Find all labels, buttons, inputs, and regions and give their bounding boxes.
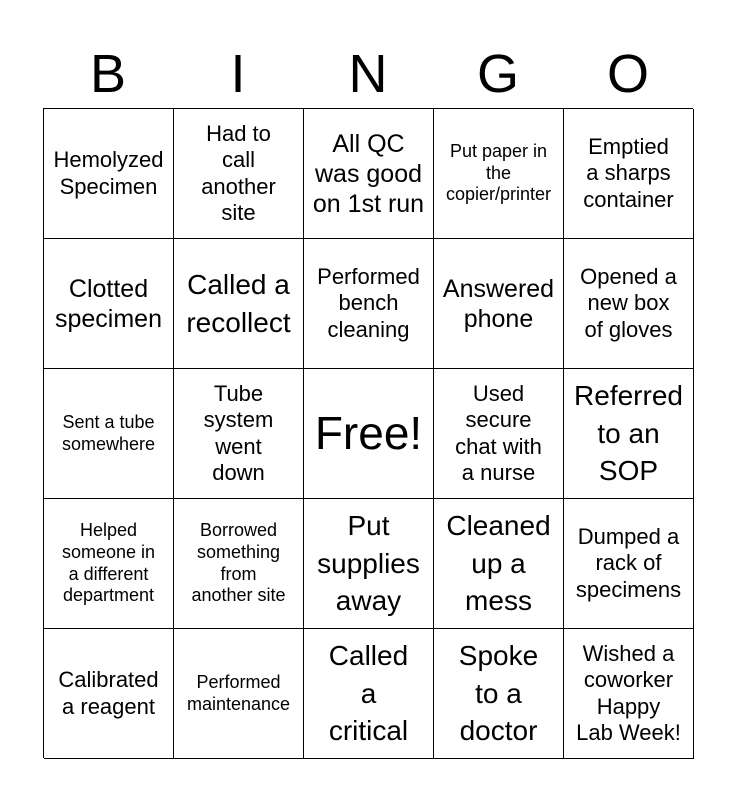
bingo-cell[interactable]: Emptied a sharps container — [564, 109, 694, 239]
bingo-cell[interactable]: Put paper in the copier/printer — [434, 109, 564, 239]
header-letter-g: G — [476, 44, 519, 104]
bingo-cell[interactable]: Had to call another site — [174, 109, 304, 239]
bingo-cell[interactable]: Opened a new box of gloves — [564, 239, 694, 369]
bingo-cell[interactable]: All QC was good on 1st run — [304, 109, 434, 239]
bingo-cell[interactable]: Dumped a rack of specimens — [564, 499, 694, 629]
bingo-cell[interactable]: Tube system went down — [174, 369, 304, 499]
bingo-cell[interactable]: Clotted specimen — [44, 239, 174, 369]
bingo-cell[interactable]: Calibrated a reagent — [44, 629, 174, 759]
bingo-cell[interactable]: Borrowed something from another site — [174, 499, 304, 629]
bingo-cell[interactable]: Helped someone in a different department — [44, 499, 174, 629]
header-letter-b: B — [89, 44, 127, 104]
bingo-cell[interactable]: Used secure chat with a nurse — [434, 369, 564, 499]
bingo-cell[interactable]: Performed maintenance — [174, 629, 304, 759]
bingo-header — [43, 40, 693, 108]
bingo-cell[interactable]: Called a recollect — [174, 239, 304, 369]
bingo-cell[interactable]: Wished a coworker Happy Lab Week! — [564, 629, 694, 759]
bingo-cell[interactable]: Put supplies away — [304, 499, 434, 629]
bingo-cell[interactable]: Hemolyzed Specimen — [44, 109, 174, 239]
bingo-cell[interactable]: Cleaned up a mess — [434, 499, 564, 629]
header-letter-n: N — [348, 44, 388, 104]
header-letter-o: O — [606, 44, 649, 104]
free-space-cell[interactable]: Free! — [304, 369, 434, 499]
bingo-cell[interactable]: Sent a tube somewhere — [44, 369, 174, 499]
bingo-cell[interactable]: Performed bench cleaning — [304, 239, 434, 369]
bingo-cell[interactable]: Answered phone — [434, 239, 564, 369]
bingo-card-grid — [43, 108, 693, 758]
bingo-cell[interactable]: Called a critical — [304, 629, 434, 759]
header-letter-i: I — [230, 44, 246, 104]
bingo-cell[interactable]: Referred to an SOP — [564, 369, 694, 499]
bingo-cell[interactable]: Spoke to a doctor — [434, 629, 564, 759]
